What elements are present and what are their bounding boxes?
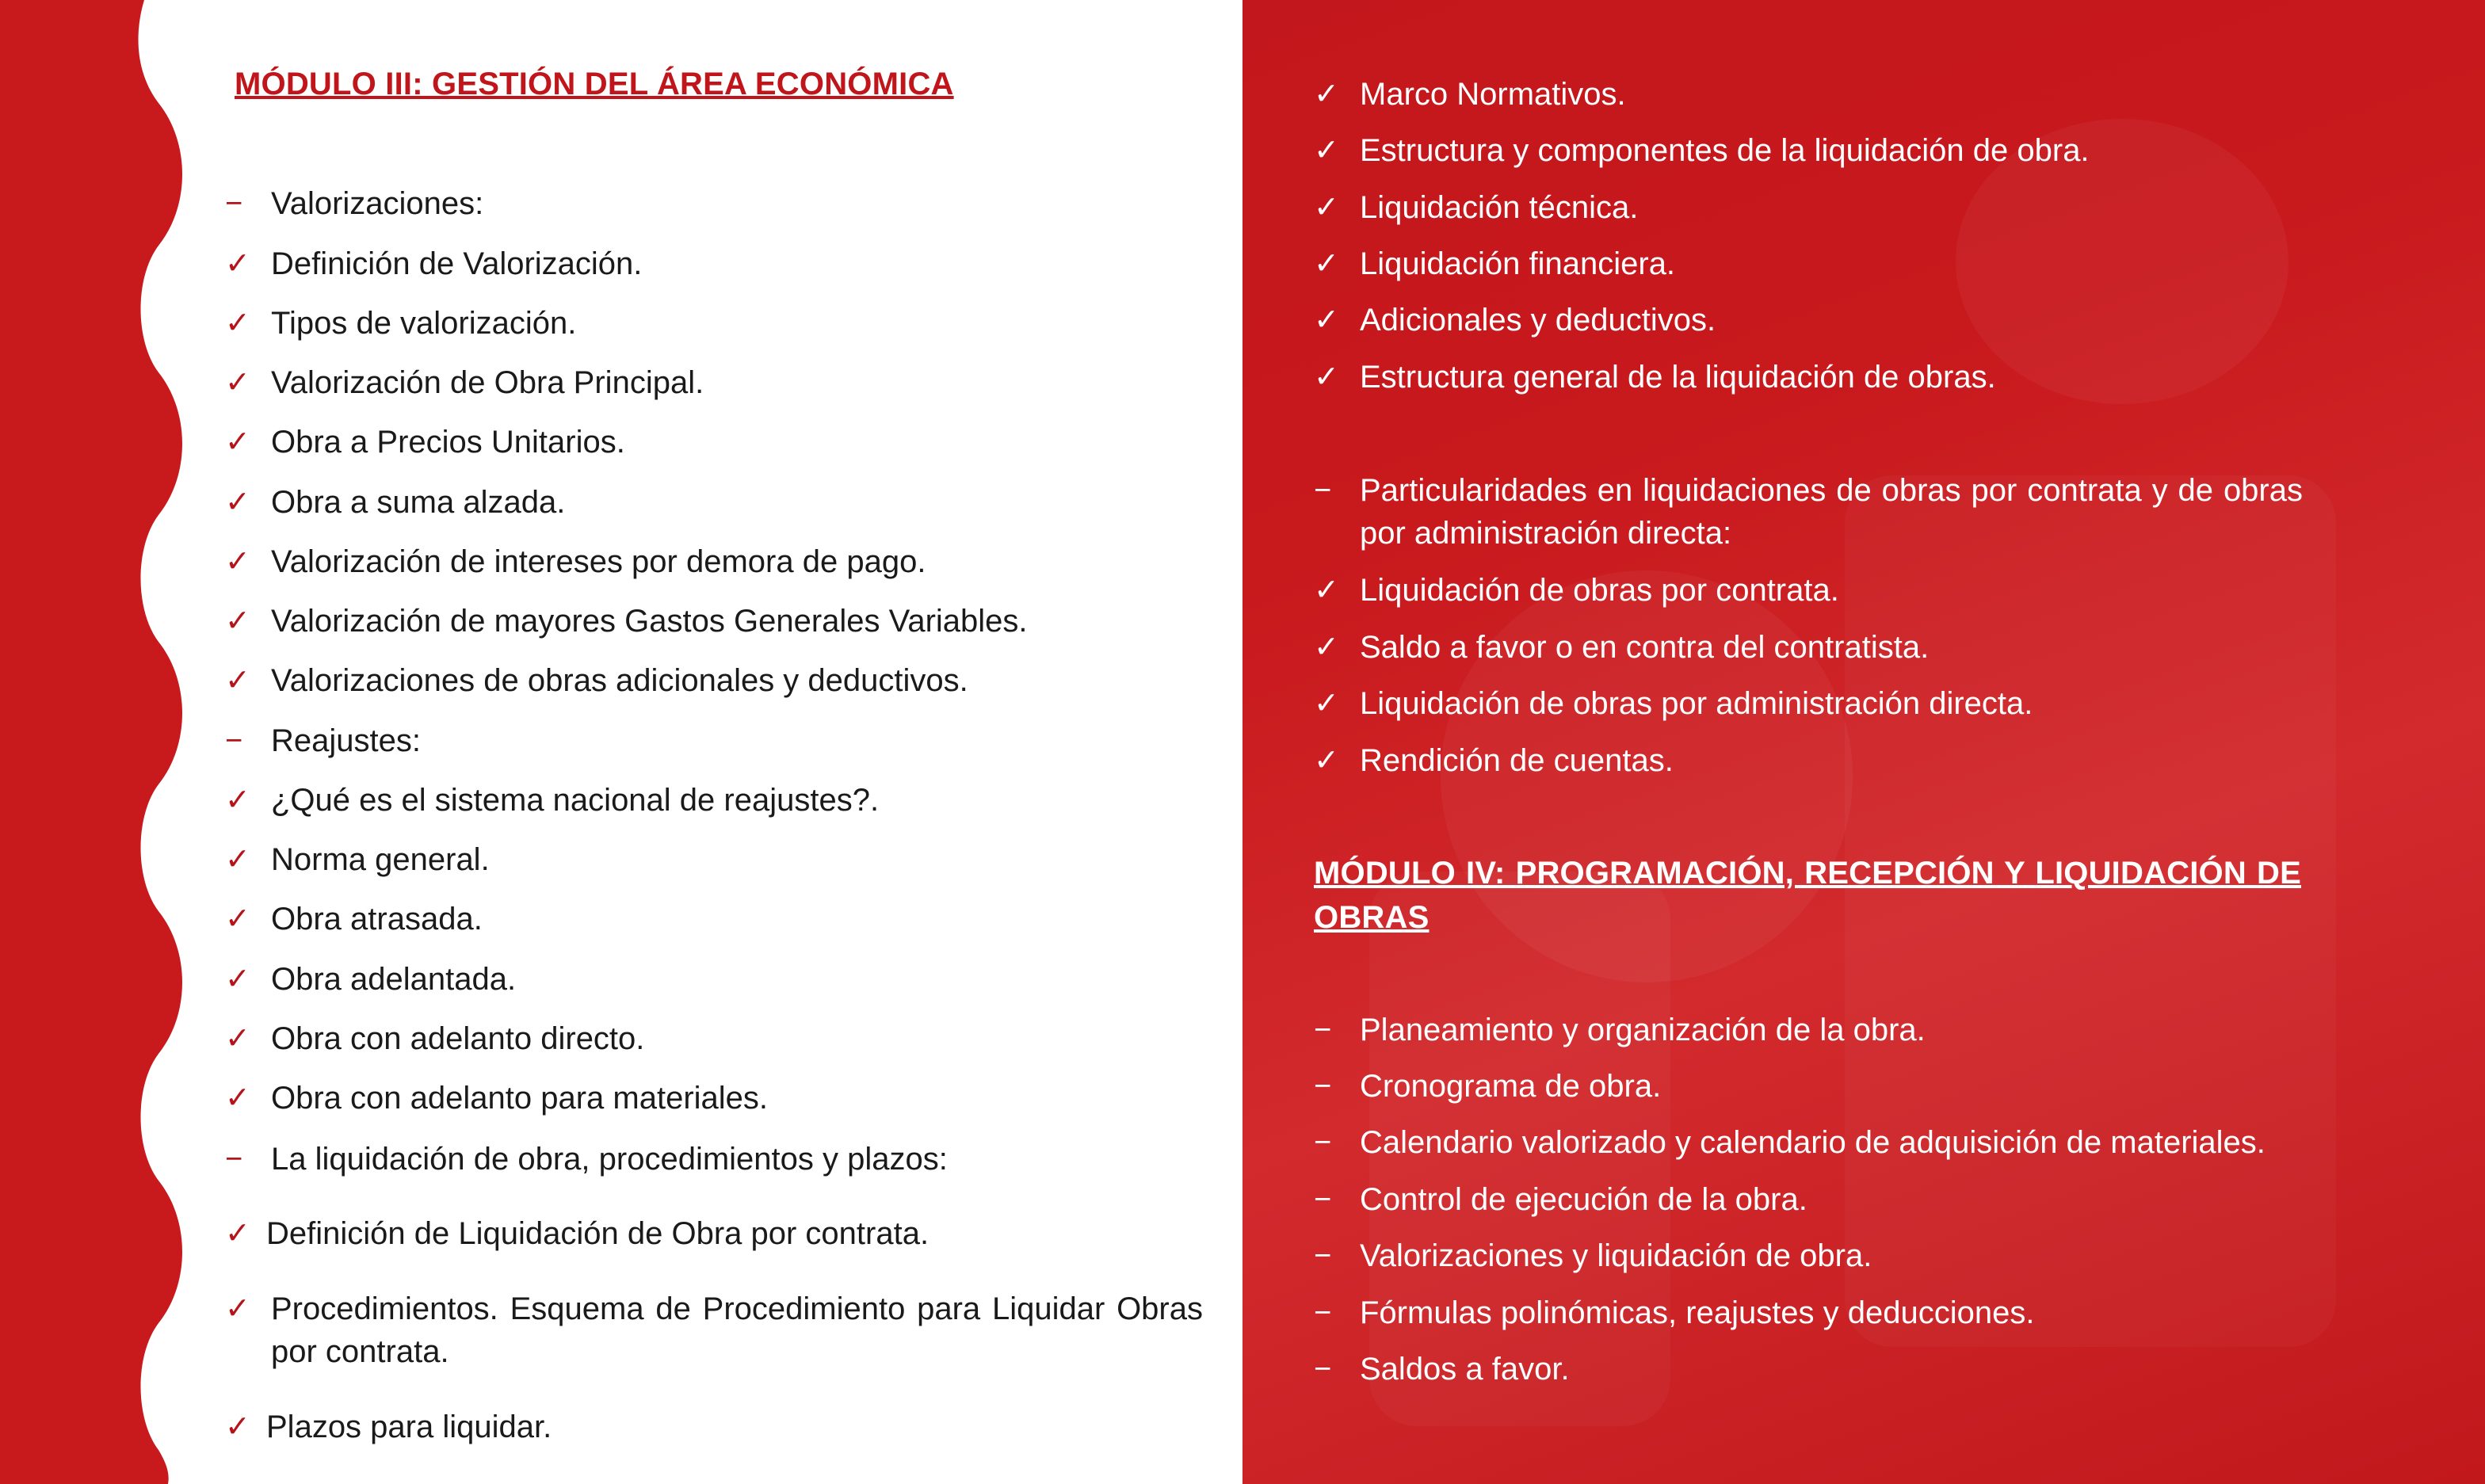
check-icon: ✓ bbox=[1314, 631, 1339, 664]
check-icon: ✓ bbox=[225, 1082, 250, 1115]
check-icon: ✓ bbox=[225, 1022, 250, 1055]
dash-icon: − bbox=[1314, 1296, 1332, 1329]
list-item: − Valorizaciones: bbox=[225, 182, 483, 225]
list-item: − Reajustes: bbox=[225, 719, 421, 762]
list-item: − Fórmulas polinómicas, reajustes y deducciones. bbox=[1314, 1291, 2035, 1334]
list-item: ✓ Valorización de intereses por demora de pago. bbox=[225, 540, 926, 583]
list-item: ✓ Estructura y componentes de la liquidación de obra. bbox=[1314, 129, 2090, 172]
module-iv-heading: MÓDULO IV: PROGRAMACIÓN, RECEPCIÓN Y LIQUIDACIÓN DE OBRAS bbox=[1314, 856, 2301, 935]
check-icon: ✓ bbox=[225, 664, 250, 697]
list-item: ✓ Tipos de valorización. bbox=[225, 302, 576, 345]
list-item: ✓ Procedimientos. Esquema de Procedimiento para Liquidar Obras por contrata. bbox=[225, 1288, 1203, 1373]
list-item: ✓ Rendición de cuentas. bbox=[1314, 739, 1674, 782]
list-item: ✓ Plazos para liquidar. bbox=[225, 1406, 552, 1448]
check-icon: ✓ bbox=[1314, 303, 1339, 337]
check-icon: ✓ bbox=[225, 1217, 250, 1250]
list-item: − Calendario valorizado y calendario de adquisición de materiales. bbox=[1314, 1121, 2266, 1164]
check-icon: ✓ bbox=[225, 605, 250, 638]
check-icon: ✓ bbox=[225, 784, 250, 817]
check-icon: ✓ bbox=[225, 307, 250, 340]
check-icon: ✓ bbox=[225, 247, 250, 280]
list-item: − Planeamiento y organización de la obra. bbox=[1314, 1009, 1926, 1051]
check-icon: ✓ bbox=[1314, 361, 1339, 394]
list-item: ✓ Estructura general de la liquidación de obras. bbox=[1314, 356, 1996, 399]
check-icon: ✓ bbox=[225, 1410, 250, 1444]
list-item: ✓ ¿Qué es el sistema nacional de reajustes?. bbox=[225, 779, 879, 822]
list-item: ✓ Liquidación de obras por administración directa. bbox=[1314, 682, 2033, 725]
list-item: ✓ Saldo a favor o en contra del contratista. bbox=[1314, 626, 1929, 669]
dash-icon: − bbox=[1314, 1070, 1332, 1103]
list-item: ✓ Liquidación de obras por contrata. bbox=[1314, 569, 1839, 612]
check-icon: ✓ bbox=[225, 963, 250, 996]
check-icon: ✓ bbox=[225, 902, 250, 936]
list-item: − Cronograma de obra. bbox=[1314, 1065, 1661, 1108]
wave-shape bbox=[0, 0, 182, 1484]
dash-icon: − bbox=[225, 187, 243, 220]
list-item: − Particularidades en liquidaciones de obras por contrata y de obras por administración directa: bbox=[1314, 469, 2303, 555]
list-item: ✓ Valorización de mayores Gastos Generales Variables. bbox=[225, 600, 1028, 643]
list-item: − La liquidación de obra, procedimientos y plazos: bbox=[225, 1138, 948, 1181]
list-item: ✓ Liquidación técnica. bbox=[1314, 186, 1638, 229]
list-item: ✓ Definición de Liquidación de Obra por contrata. bbox=[225, 1212, 929, 1255]
check-icon: ✓ bbox=[1314, 191, 1339, 224]
check-icon: ✓ bbox=[1314, 134, 1339, 167]
module-iii-heading: MÓDULO III: GESTIÓN DEL ÁREA ECONÓMICA bbox=[235, 67, 954, 101]
list-item: − Valorizaciones y liquidación de obra. bbox=[1314, 1234, 1872, 1277]
list-item: − Saldos a favor. bbox=[1314, 1348, 1570, 1391]
dash-icon: − bbox=[225, 1143, 243, 1176]
dash-icon: − bbox=[1314, 1239, 1332, 1272]
dash-icon: − bbox=[225, 724, 243, 757]
list-item: ✓ Obra atrasada. bbox=[225, 898, 483, 940]
check-icon: ✓ bbox=[225, 1292, 250, 1326]
list-item: ✓ Definición de Valorización. bbox=[225, 242, 642, 285]
list-item: ✓ Obra a Precios Unitarios. bbox=[225, 421, 625, 464]
list-item: ✓ Obra adelantada. bbox=[225, 958, 516, 1001]
dash-icon: − bbox=[1314, 1352, 1332, 1386]
list-item: ✓ Obra con adelanto para materiales. bbox=[225, 1077, 768, 1120]
list-item: ✓ Valorizaciones de obras adicionales y deductivos. bbox=[225, 659, 968, 702]
list-item: ✓ Marco Normativos. bbox=[1314, 73, 1626, 116]
check-icon: ✓ bbox=[1314, 687, 1339, 720]
check-icon: ✓ bbox=[225, 545, 250, 578]
wavy-red-border bbox=[0, 0, 206, 1484]
check-icon: ✓ bbox=[1314, 744, 1339, 777]
dash-icon: − bbox=[1314, 474, 1332, 507]
list-item: ✓ Norma general. bbox=[225, 838, 490, 881]
check-icon: ✓ bbox=[225, 366, 250, 399]
check-icon: ✓ bbox=[1314, 247, 1339, 280]
list-item: ✓ Adicionales y deductivos. bbox=[1314, 299, 1716, 341]
dash-icon: − bbox=[1314, 1013, 1332, 1047]
check-icon: ✓ bbox=[225, 425, 250, 459]
list-item: ✓ Liquidación financiera. bbox=[1314, 242, 1675, 285]
list-item: ✓ Obra con adelanto directo. bbox=[225, 1017, 644, 1060]
dash-icon: − bbox=[1314, 1126, 1332, 1159]
check-icon: ✓ bbox=[225, 843, 250, 876]
list-item: ✓ Obra a suma alzada. bbox=[225, 481, 565, 524]
check-icon: ✓ bbox=[1314, 78, 1339, 111]
check-icon: ✓ bbox=[225, 486, 250, 519]
dash-icon: − bbox=[1314, 1183, 1332, 1216]
check-icon: ✓ bbox=[1314, 574, 1339, 607]
list-item: ✓ Valorización de Obra Principal. bbox=[225, 361, 704, 404]
list-item: − Control de ejecución de la obra. bbox=[1314, 1178, 1807, 1221]
